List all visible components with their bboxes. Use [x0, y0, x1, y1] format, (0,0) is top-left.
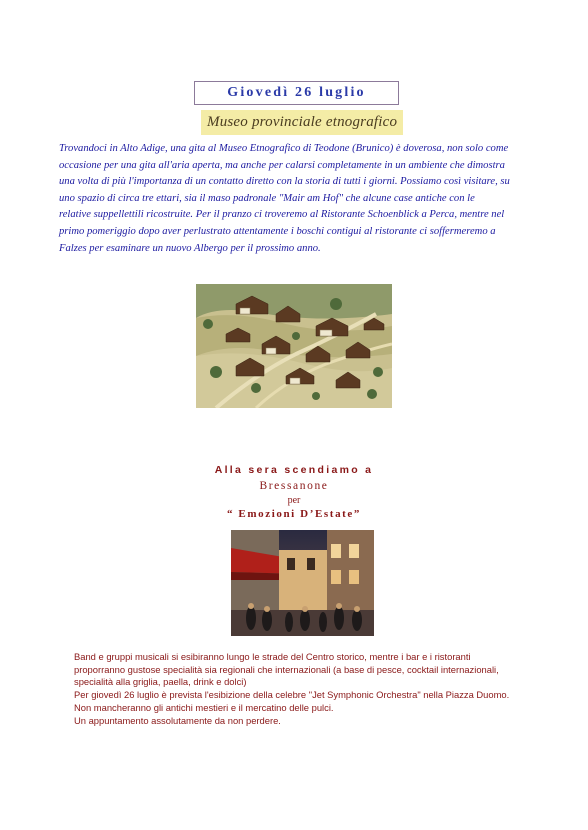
museum-title: Museo provinciale etnografico [201, 110, 403, 135]
intro-line: primo pomeriggio dopo aver perlustrato attentamente i boschi contigui al ristorante ci soffermeremo a [59, 225, 496, 237]
intro-line: relative suppellettili ricostruite. Per il pranzo ci troveremo al Ristorante Schoenblick a Perca, mentre nel [59, 209, 505, 221]
events-line: Non mancheranno gli antichi mestieri e il mercatino delle pulci. [74, 701, 334, 713]
evening-announcement [0, 463, 588, 521]
events-line: specialità alla griglia, paella, drink e dolci) [74, 676, 247, 688]
events-paragraph [74, 651, 544, 727]
evening-city: Bressanone [259, 480, 329, 492]
events-line: Per giovedì 26 luglio è prevista l'esibizione della celebre "Jet Symphonic Orchestra" nella Piazza Duomo. [74, 689, 510, 701]
intro-line: Trovandoci in Alto Adige, una gita al Museo Etnografico di Teodone (Brunico) è doverosa, non solo come [59, 143, 509, 154]
date-heading: Giovedì 26 luglio [194, 81, 399, 105]
events-line: Un appuntamento assolutamente da non perdere. [74, 714, 281, 726]
intro-line: una volta di più l'importanza di un contatto diretto con la storia di tutti i giorni. Possiamo così visitare, su [59, 176, 510, 188]
bressanone-street-photo [231, 530, 374, 636]
events-line: Band e gruppi musicali si esibiranno lungo le strade del Centro storico, mentre i bar e i ristoranti [74, 651, 471, 662]
intro-line: occasione per una gita all'aria aperta, ma anche per calarsi completamente in un ambiente che dimostra [59, 159, 505, 171]
museum-map-illustration [196, 284, 392, 408]
events-line: proporranno gustose specialità sia regionali che internazionali (a base di pesce, cocktail internazionali, [74, 663, 499, 675]
evening-intro: Alla sera scendiamo a [214, 464, 374, 476]
intro-paragraph [59, 141, 539, 257]
evening-event-name: “ Emozioni D’Estate” [226, 508, 362, 520]
intro-line: Falzes per esaminare un nuovo Albergo per il prossimo anno. [59, 242, 321, 254]
evening-per: per [287, 495, 301, 506]
intro-line: uno spazio di circa tre ettari, sia il maso padronale "Mair am Hof" che alcune case antiche con le [59, 192, 475, 204]
